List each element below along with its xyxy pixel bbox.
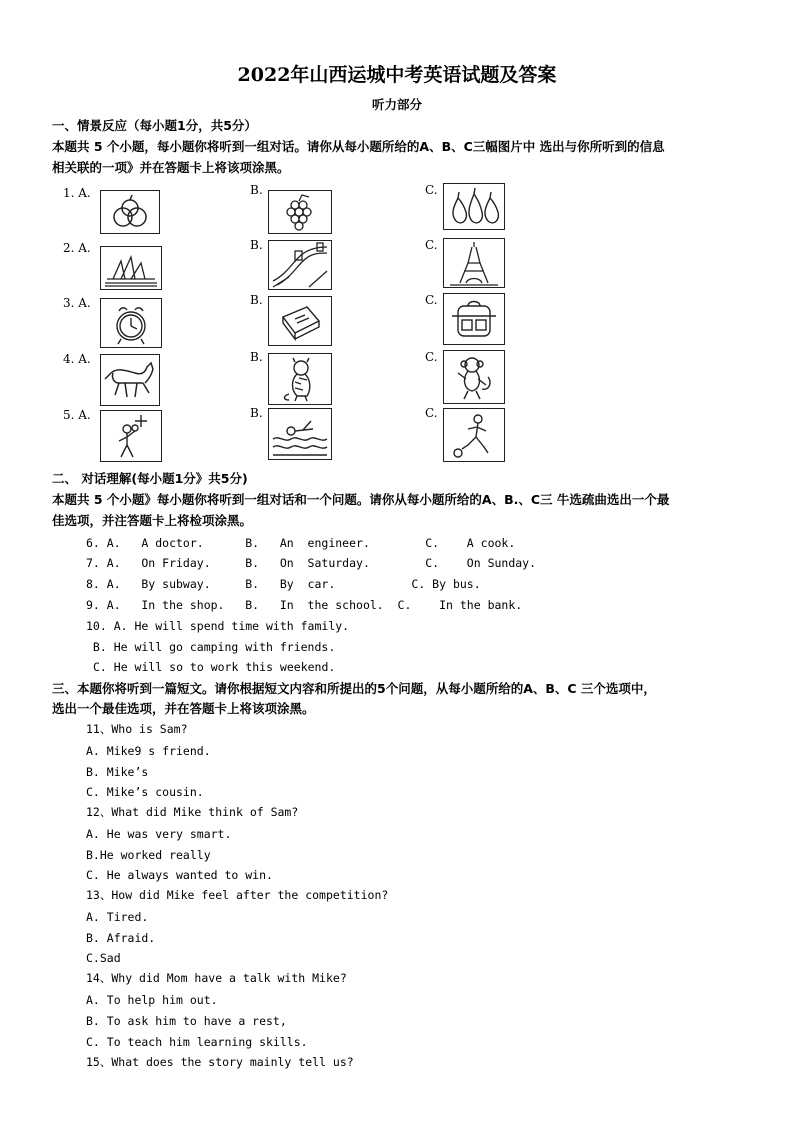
apples-icon[interactable]: [100, 190, 160, 234]
question-12: 12、What did Mike think of Sam?: [86, 805, 299, 819]
q13-option-a: A. Tired.: [86, 910, 149, 924]
question-8: 8. A. By subway. B. By car. C. By bus.: [86, 577, 481, 591]
part2-instructions-line2: 佳选项，并注答题卡上将检项涂黑。: [52, 513, 253, 528]
question-14: 14、Why did Mom have a talk with Mike?: [86, 971, 347, 985]
row2-c-label: C.: [425, 238, 438, 252]
row4-b-label: B.: [250, 350, 263, 364]
row3-b-label: B.: [250, 293, 263, 307]
schoolbag-icon[interactable]: [443, 293, 505, 345]
q14-option-a: A. To help him out.: [86, 993, 218, 1007]
question-10: 10. A. He will spend time with family.: [86, 619, 350, 633]
part1-instructions-line2: 相关联的一项》并在答题卡上将该项涂黑。: [52, 160, 290, 175]
row4-c-label: C.: [425, 350, 438, 364]
q11-option-a: A. Mike9 s friend.: [86, 744, 211, 758]
q12-option-a: A. He was very smart.: [86, 827, 232, 841]
part1-heading: 一、情景反应（每小题1分，共5分）: [52, 118, 257, 133]
document-title: 2022年山西运城中考英语试题及答案: [237, 64, 557, 86]
listening-section-title: 听力部分: [371, 97, 422, 112]
q14-option-b: B. To ask him to have a rest,: [86, 1014, 287, 1028]
question-15: 15、What does the story mainly tell us?: [86, 1055, 354, 1069]
soccer-player-icon[interactable]: [443, 408, 505, 462]
q13-option-c: C.Sad: [86, 951, 121, 965]
pears-icon[interactable]: [443, 183, 505, 230]
row1-c-label: C.: [425, 183, 438, 197]
basketball-player-icon[interactable]: [100, 410, 162, 462]
question-10-option-b: B. He will go camping with friends.: [86, 640, 336, 654]
q12-option-c: C. He always wanted to win.: [86, 868, 273, 882]
row1-a-label: 1. A.: [63, 186, 91, 200]
opera-house-icon[interactable]: [100, 246, 162, 290]
eiffel-tower-icon[interactable]: [443, 238, 505, 288]
question-6: 6. A. A doctor. B. An engineer. C. A cook.: [86, 536, 516, 550]
q11-option-c: C. Mike’s cousin.: [86, 785, 204, 799]
row5-b-label: B.: [250, 406, 263, 420]
row2-a-label: 2. A.: [63, 241, 91, 255]
row5-c-label: C.: [425, 406, 438, 420]
monkey-icon[interactable]: [443, 350, 505, 404]
grapes-icon[interactable]: [268, 190, 332, 234]
question-11: 11、Who is Sam?: [86, 722, 188, 736]
book-icon[interactable]: [268, 296, 332, 346]
row3-c-label: C.: [425, 293, 438, 307]
q14-option-c: C. To teach him learning skills.: [86, 1035, 308, 1049]
part1-instructions-line1: 本题共 5 个小题，每小题你将听到一组对话。请你从每小题所给的A、B、C三幅图片中 选出与你所听到的信息: [52, 139, 665, 154]
horse-icon[interactable]: [100, 354, 160, 406]
row4-a-label: 4. A.: [63, 352, 91, 366]
part2-heading: 二、 对话理解(每小题1分》共5分): [52, 471, 248, 486]
row2-b-label: B.: [250, 238, 263, 252]
row5-a-label: 5. A.: [63, 408, 91, 422]
row3-a-label: 3. A.: [63, 296, 91, 310]
question-7: 7. A. On Friday. B. On Saturday. C. On Sunday.: [86, 556, 537, 570]
q13-option-b: B. Afraid.: [86, 931, 156, 945]
picture-options-grid: [58, 178, 508, 463]
question-9: 9. A. In the shop. B. In the school. C. In the bank.: [86, 598, 523, 612]
swimmer-icon[interactable]: [268, 408, 332, 460]
q12-option-b: B.He worked really: [86, 848, 211, 862]
question-13: 13、How did Mike feel after the competition?: [86, 888, 389, 902]
q11-option-b: B. Mike’s: [86, 765, 149, 779]
part3-heading-line1: 三、本题你将听到一篇短文。请你根据短文内容和所提出的5个问题，从每小题所给的A、B、C 三个选项中，: [52, 681, 656, 696]
row1-b-label: B.: [250, 183, 263, 197]
part2-instructions-line1: 本题共 5 个小题》每小题你将听到一组对话和一个问题。请你从每小题所给的A、B.、C三 牛选疏曲选出一个最: [52, 492, 670, 507]
tiger-icon[interactable]: [268, 353, 332, 405]
part3-heading-line2: 选出一个最佳选项，并在答题卡上将该项涂黑。: [52, 701, 315, 716]
question-10-option-c: C. He will so to work this weekend.: [93, 660, 336, 674]
great-wall-icon[interactable]: [268, 240, 332, 290]
alarm-clock-icon[interactable]: [100, 298, 162, 348]
